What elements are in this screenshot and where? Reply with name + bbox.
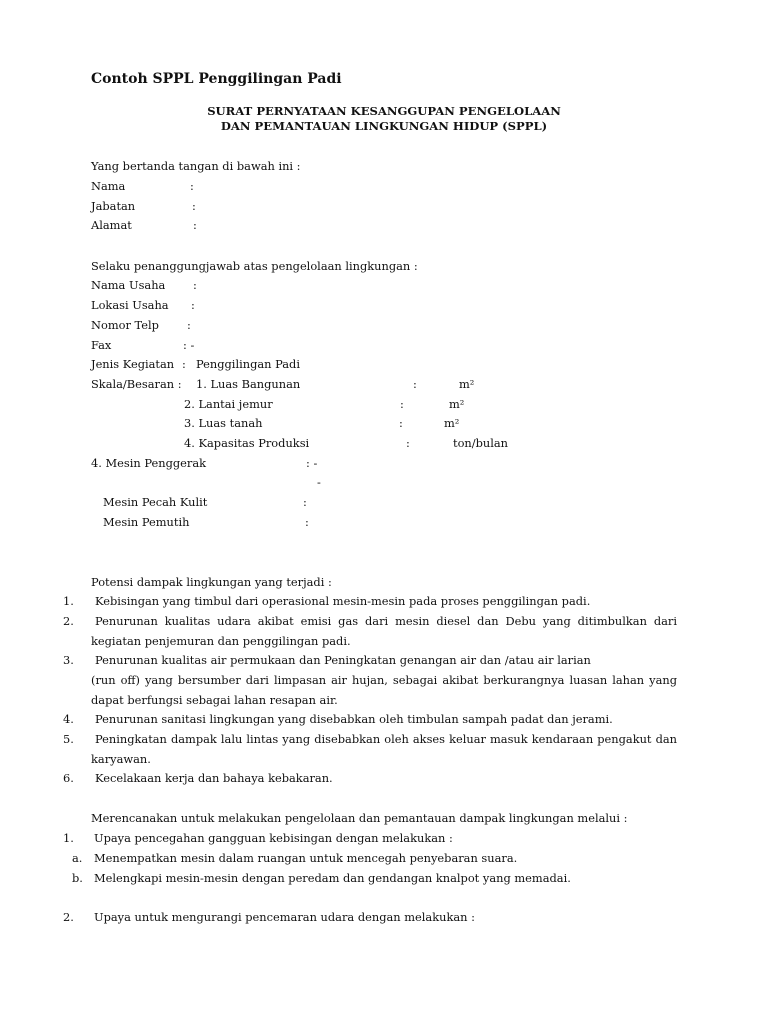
husker-label: Mesin Pecah Kulit — [103, 495, 208, 509]
activity-colon: : — [182, 357, 186, 371]
signer-name-value: : — [190, 179, 194, 193]
scale-item-drying-floor-unit: m² — [449, 397, 465, 411]
document-heading: Contoh SPPL Penggilingan Padi — [91, 71, 342, 87]
scale-item-land-area-colon: : — [399, 416, 403, 430]
plan-sub-item: Melengkapi mesin-mesin dengan peredam dan gendangan knalpot yang memadai. — [94, 871, 571, 885]
plan-number: 2. — [63, 910, 74, 924]
signer-position-value: : — [192, 199, 196, 213]
signer-address-value: : — [193, 218, 197, 232]
scale-item-capacity-colon: : — [406, 436, 410, 450]
engine-dash: - — [317, 475, 321, 489]
impact-line: Penurunan kualitas udara akibat emisi gas dari mesin diesel dan Debu yang ditimbulkan dari — [95, 614, 677, 628]
business-fax-label: Fax — [91, 338, 112, 352]
husker-value: : — [303, 495, 307, 509]
scale-item-building-area-unit: m² — [459, 377, 475, 391]
impact-line: karyawan. — [91, 752, 151, 766]
business-intro: Selaku penanggungjawab atas pengelolaan lingkungan : — [91, 259, 418, 273]
impact-number: 5. — [63, 732, 74, 746]
impact-number: 3. — [63, 653, 74, 667]
whitener-label: Mesin Pemutih — [103, 515, 190, 529]
plan-sub-letter: b. — [72, 871, 83, 885]
impact-line: (run off) yang bersumber dari limpasan air hujan, sebagai akibat berkurangnya luasan lahan yang — [91, 673, 677, 687]
business-fax-value: : - — [183, 338, 195, 352]
impacts-intro: Potensi dampak lingkungan yang terjadi : — [91, 575, 332, 589]
business-name-label: Nama Usaha — [91, 278, 166, 292]
scale-label: Skala/Besaran : — [91, 377, 182, 391]
activity-label: Jenis Kegiatan — [91, 357, 175, 371]
impact-line: Kebisingan yang timbul dari operasional mesin-mesin pada proses penggilingan padi. — [95, 594, 591, 608]
impact-line: Penurunan kualitas air permukaan dan Peningkatan genangan air dan /atau air larian — [95, 653, 591, 667]
business-phone-value: : — [187, 318, 191, 332]
whitener-value: : — [305, 515, 309, 529]
impact-line: Kecelakaan kerja dan bahaya kebakaran. — [95, 771, 333, 785]
scale-item-land-area-unit: m² — [444, 416, 460, 430]
signer-intro: Yang bertanda tangan di bawah ini : — [91, 159, 301, 173]
business-phone-label: Nomor Telp — [91, 318, 159, 332]
letter-title-line-1: SURAT PERNYATAAN KESANGGUPAN PENGELOLAAN — [207, 104, 561, 118]
plan-sub-item: Menempatkan mesin dalam ruangan untuk mencegah penyebaran suara. — [94, 851, 518, 865]
business-location-value: : — [191, 298, 195, 312]
impact-number: 2. — [63, 614, 74, 628]
scale-item-capacity: 4. Kapasitas Produksi — [184, 436, 310, 450]
activity-value: Penggilingan Padi — [196, 357, 300, 371]
scale-item-capacity-unit: ton/bulan — [453, 436, 509, 450]
impact-number: 6. — [63, 771, 74, 785]
plan-item-noise: Upaya pencegahan gangguan kebisingan dengan melakukan : — [94, 831, 453, 845]
impact-line: Peningkatan dampak lalu lintas yang disebabkan oleh akses keluar masuk kendaraan pengakut dan — [95, 732, 677, 746]
engine-label: 4. Mesin Penggerak — [91, 456, 207, 470]
plan-item-air: Upaya untuk mengurangi pencemaran udara dengan melakukan : — [94, 910, 475, 924]
signer-address-label: Alamat — [91, 218, 132, 232]
engine-value: : - — [306, 456, 318, 470]
signer-position-label: Jabatan — [91, 199, 136, 213]
business-name-value: : — [193, 278, 197, 292]
impact-number: 4. — [63, 712, 74, 726]
impact-line: dapat berfungsi sebagai lahan resapan air. — [91, 693, 338, 707]
plans-intro: Merencanakan untuk melakukan pengelolaan dan pemantauan dampak lingkungan melalui : — [91, 811, 628, 825]
signer-name-label: Nama — [91, 179, 126, 193]
scale-item-building-area: 1. Luas Bangunan — [196, 377, 301, 391]
scale-item-building-area-colon: : — [413, 377, 417, 391]
business-location-label: Lokasi Usaha — [91, 298, 169, 312]
letter-title-line-2: DAN PEMANTAUAN LINGKUNGAN HIDUP (SPPL) — [220, 119, 548, 133]
plan-number: 1. — [63, 831, 74, 845]
plan-sub-letter: a. — [72, 851, 83, 865]
scale-item-land-area: 3. Luas tanah — [184, 416, 263, 430]
impact-line: Penurunan sanitasi lingkungan yang disebabkan oleh timbulan sampah padat dan jerami. — [95, 712, 613, 726]
scale-item-drying-floor-colon: : — [400, 397, 404, 411]
impact-number: 1. — [63, 594, 74, 608]
scale-item-drying-floor: 2. Lantai jemur — [184, 397, 273, 411]
impact-line: kegiatan penjemuran dan penggilingan padi. — [91, 634, 351, 648]
